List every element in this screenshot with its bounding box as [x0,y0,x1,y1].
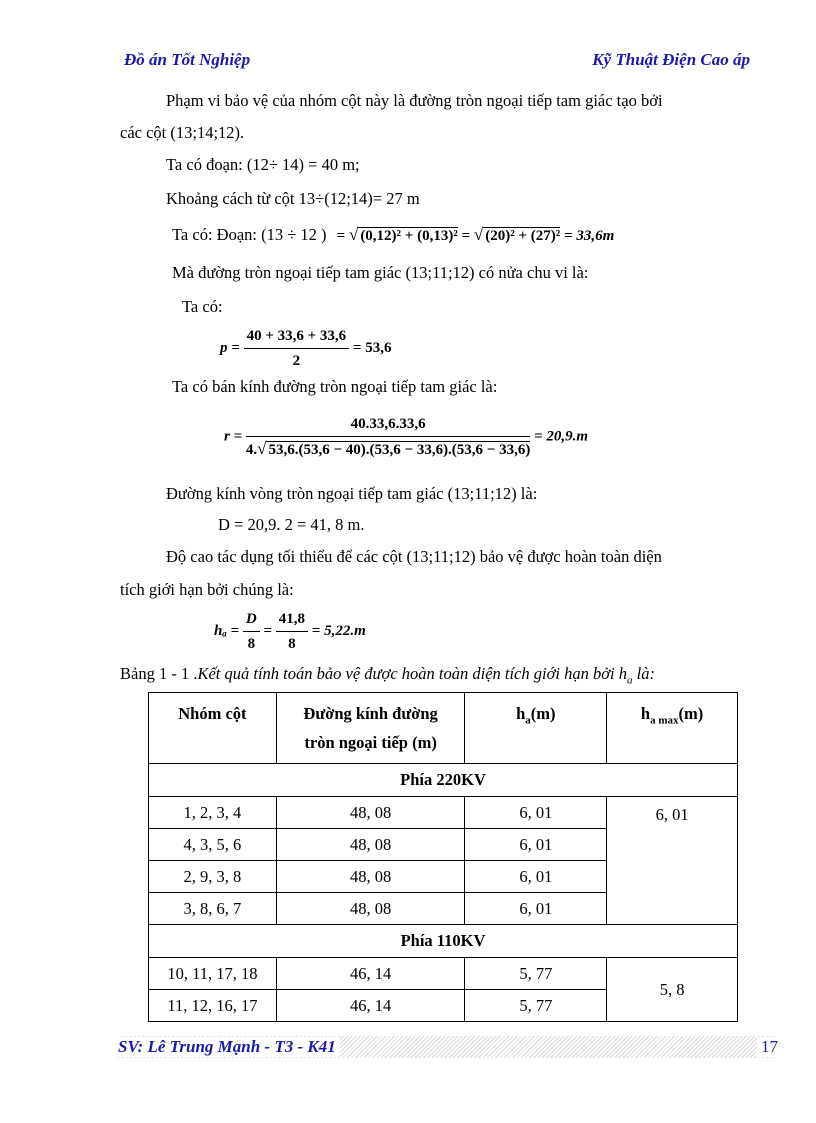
cell-ha: 5, 77 [465,958,607,990]
cell-group: 2, 9, 3, 8 [149,861,277,893]
paragraph-9: D = 20,9. 2 = 41, 8 m. [218,515,365,534]
caption-label: Bảng 1 - 1 . [120,664,198,683]
eq2-fraction [244,326,350,371]
eq1-result: = 33,6m [564,228,615,244]
cell-group: 1, 2, 3, 4 [149,797,277,829]
equation-4 [214,609,366,654]
paragraph-1-line-1: Phạm vi bảo vệ của nhóm cột này là đường tròn ngoại tiếp tam giác tạo bởi [166,91,663,110]
cell-ha: 6, 01 [465,893,607,925]
eq3-numerator: 40.33,6.33,6 [246,414,530,437]
paragraph-4-prefix: Ta có: Đoạn: (13 ÷ 12 ) [172,225,327,244]
eq4-numerator-2: 41,8 [276,609,308,632]
eq3-den-prefix: 4. [245,442,258,458]
header-hamax-end: (m) [678,704,704,723]
group-title-220kv: Phía 220KV [149,764,738,797]
cell-group: 11, 12, 16, 17 [149,990,277,1022]
table-row [149,958,738,990]
cell-diameter: 46, 14 [276,990,465,1022]
header-diameter [276,693,465,764]
equation-1-line [172,225,614,246]
eq3-lhs: r = [224,428,243,445]
caption-sub: a [627,674,633,687]
eq3-result: = 20,9.m [534,428,589,445]
eq4-fraction-2 [276,609,308,654]
paragraph-10-line-1: Độ cao tác dụng tối thiểu để các cột (13;11;12) bảo vệ được hoàn toàn diện [166,547,662,566]
sqrt-symbol: √ [257,439,267,458]
equation-2 [220,326,391,371]
header-right: Kỹ Thuật Điện Cao áp [592,50,750,69]
eq2-lhs: p = [220,339,240,356]
paragraph-7: Ta có bán kính đường tròn ngoại tiếp tam giác là: [172,377,498,396]
header-ha-end: (m) [530,704,556,723]
eq3-denominator [246,437,530,460]
header-left: Đồ án Tốt Nghiệp [124,50,251,69]
cell-ha: 5, 77 [465,990,607,1022]
eq4-denominator-1: 8 [247,636,256,652]
header-ha-max [607,693,738,764]
eq1-lhs: = [336,228,346,244]
eq4-result: = 5,22.m [311,622,366,639]
paragraph-1-line-2: các cột (13;14;12). [120,123,245,142]
eq4-numerator-1: D [243,609,260,632]
cell-ha: 6, 01 [465,797,607,829]
caption-text: Kết quả tính toán bảo vệ được hoàn toàn diện tích giới hạn bởi h [197,664,627,683]
caption-end: là: [632,664,655,683]
header-ha [465,693,607,764]
header-hamax-sub: a max [650,714,679,727]
paragraph-6: Ta có: [182,297,223,316]
eq1-radicand-1: (0,12)² + (0,13)² [360,228,458,244]
paragraph-10-line-2: tích giới hạn bởi chúng là: [120,580,294,599]
results-table [148,692,738,1022]
eq4-eq: = [263,622,273,639]
eq4-fraction-1 [243,609,260,654]
cell-ha: 6, 01 [465,861,607,893]
cell-diameter: 48, 08 [276,893,465,925]
header-ha-sub: a [525,714,531,727]
page-number: 17 [757,1037,778,1057]
paragraph-5: Mà đường tròn ngoại tiếp tam giác (13;11;12) có nửa chu vi là: [172,263,589,282]
header-diameter-line-2: tròn ngoại tiếp (m) [304,733,437,752]
header-group: Nhóm cột [149,693,277,764]
eq1-mid: = [461,228,471,244]
eq2-numerator: 40 + 33,6 + 33,6 [244,326,350,349]
eq4-denominator-2: 8 [288,636,296,652]
cell-ha-max-220kv: 6, 01 [607,797,738,925]
cell-group: 4, 3, 5, 6 [149,829,277,861]
paragraph-2: Ta có đoạn: (12÷ 14) = 40 m; [166,155,360,174]
cell-ha: 6, 01 [465,829,607,861]
footer-author: SV: Lê Trung Mạnh - T3 - K41 [118,1037,340,1057]
table-row [149,797,738,829]
cell-diameter: 48, 08 [276,829,465,861]
paragraph-3: Khoảng cách từ cột 13÷(12;14)= 27 m [166,189,420,208]
header-diameter-line-1: Đường kính đường [303,704,438,723]
sqrt-symbol: √ [473,225,484,244]
cell-ha-max-110kv: 5, 8 [607,958,738,1022]
equation-3 [224,414,588,460]
eq2-result: = 53,6 [352,339,392,356]
cell-diameter: 48, 08 [276,797,465,829]
header-hamax-main: h [640,704,651,723]
cell-diameter: 46, 14 [276,958,465,990]
eq1-radicand-2: (20)² + (27)² [485,228,561,244]
cell-group: 3, 8, 6, 7 [149,893,277,925]
header-ha-main: h [516,704,526,723]
eq2-denominator: 2 [292,353,301,369]
table-header-row [149,693,738,764]
eq3-fraction [246,414,530,460]
table-caption [120,664,655,690]
cell-diameter: 48, 08 [276,861,465,893]
cell-group: 10, 11, 17, 18 [149,958,277,990]
paragraph-8: Đường kính vòng tròn ngoại tiếp tam giác (13;11;12) là: [166,484,538,503]
eq4-lhs: hₐ = [214,622,240,639]
group-title-110kv: Phía 110KV [149,925,738,958]
footer-bar [118,1036,778,1058]
sqrt-symbol: √ [348,225,359,244]
eq3-den-radicand: 53,6.(53,6 − 40).(53,6 − 33,6).(53,6 − 33,6) [268,442,531,458]
